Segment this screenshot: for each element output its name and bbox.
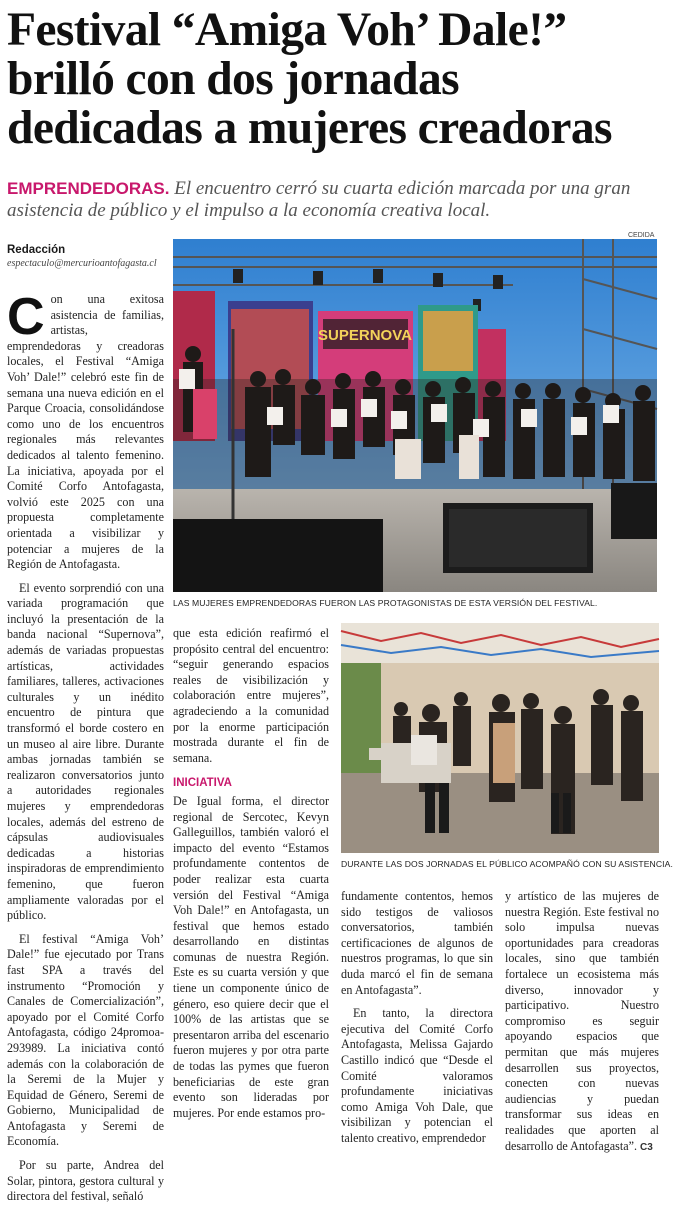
paragraph: Por su parte, Andrea del Solar, pintora, gestora cultural y directora del festival, señaló: [7, 1158, 164, 1204]
headline-line: dedicadas a mujeres creadoras: [7, 102, 612, 154]
photo2-caption: DURANTE LAS DOS JORNADAS EL PÚBLICO ACOMPAÑÓ CON SU ASISTENCIA.: [341, 859, 673, 869]
photo1-caption: LAS MUJERES EMPRENDEDORAS FUERON LAS PROTAGONISTAS DE ESTA VERSIÓN DEL FESTIVAL.: [173, 598, 598, 608]
paragraph: [7, 288, 164, 573]
deck-kicker: EMPRENDEDORAS.: [7, 179, 170, 198]
paragraph-text: on una exitosa asistencia de familias, artistas, emprendedoras y creadoras locales, el Festival “Amiga Voh’ Dale!” celebró este fin de semana una nueva edición en el Parque Croacia, consolidándose como uno de los encuentros regionales más relevantes dedicados al talento femenino. La iniciativa, apoyada por el Comité Corfo Antofagasta, volvió este 2025 con una propuesta completamente orientada a visibilizar y potenciar a mujeres de la Región de Antofagasta.: [7, 292, 164, 572]
paragraph: En tanto, la directora ejecutiva del Comité Corfo Antofagasta, Melissa Gajardo Castillo indicó que “Desde el Comité valoramos profundamente iniciativas como Amiga Voh Dale, que visibilizan y potencian el talento creativo, emprendedor: [341, 1006, 493, 1145]
article-column-3: [341, 889, 493, 1147]
deck-text: El encuentro cerró su cuarta edición marcada por una gran asistencia de público y el impulso a la economía creativa local.: [7, 178, 631, 221]
stage-sign: SUPERNOVA: [318, 327, 412, 344]
headline: [7, 6, 659, 153]
drop-cap: C: [7, 288, 45, 346]
stage-photo: [173, 239, 657, 592]
crowd-photo-illustration: [341, 623, 659, 853]
subhead: INICIATIVA: [173, 777, 232, 790]
byline-email[interactable]: espectaculo@mercurioantofagasta.cl: [7, 258, 157, 269]
end-mark: C3: [640, 1141, 653, 1153]
deck: [7, 178, 659, 222]
paragraph: El evento sorprendió con una variada programación que incluyó la presentación de la banda nacional “Supernova”, además de variadas propuestas artísticas, actividades familiares, talleres, activaciones culturales y un inédito encuentro de pintura que transformó el borde costero en un museo al aire libre. Durante ambas jornadas también se realizaron conversatorios junto a autoridades regionales mujeres y emprendedoras locales, además del estreno de cápsulas audiovisuales dedicadas a historias inspiradoras de emprendimiento femenino, que fueron ampliamente valoradas por el público.: [7, 580, 164, 923]
paragraph: fundamente contentos, hemos sido testigos de valiosos conversatorios, también certificaciones de algunos de nuestros programas, lo que sin duda marcó el fin de semana en Antofagasta”.: [341, 889, 493, 997]
article-column-4: [505, 889, 659, 1155]
byline-name: Redacción: [7, 244, 66, 256]
paragraph: El festival “Amiga Voh’ Dale!” fue ejecutado por Trans fast SPA a través del instrumento “Promoción y Canales de Comercialización”, apoyado por el Comité Corfo Antofagasta, código 24promoa-293989. La iniciativa contó además con la colaboración de la Seremi de la Mujer y Equidad de Género, Seremi de Gobierno, Municipalidad de Antofagasta y Seremi de Economía.: [7, 931, 164, 1149]
paragraph: que esta edición reafirmó el propósito central del encuentro: “seguir generando espacios reales de visibilización y colaboración entre mujeres”, agradeciendo a la comunidad por la enorme participación mostrada durante el fin de semana.: [173, 626, 329, 765]
article-column-2: [173, 626, 329, 1121]
photo-credit: CEDIDA: [628, 232, 655, 239]
byline: [7, 244, 167, 269]
paragraph-text: y artístico de las mujeres de nuestra Región. Este festival no solo impulsa nuevas oportunidades para creadoras locales, sino que también fortalece un ecosistema más diverso, innovador y participativo. Nuestro compromiso es seguir apoyando espacios que permitan que más mujeres desarrollen sus proyectos, conecten con nuevas audiencias y puedan transformar sus ideas en realidades que aporten al desarrollo de Antofagasta”.: [505, 889, 659, 1153]
headline-line: Festival “Amiga Voh’ Dale!”: [7, 4, 567, 56]
paragraph: [505, 889, 659, 1155]
crowd-photo: [341, 623, 659, 853]
paragraph: De Igual forma, el director regional de Sercotec, Kevyn Galleguillos, también valoró el impacto del evento “Estamos profundamente contentos de poder realizar esta cuarta versión del Festival “Amiga Voh Dale!” en Antofagasta, un festival que hemos estado desarrollando en distintas comunas de nuestra Región. Este es su cuarta versión y que tiene un componente único de género, eso quiere decir que el 100% de las artistas que se presentaron arriba del escenario fueron mujeres y por otra parte de todas las pymes que fueron beneficiarias de este gran evento son lideradas por mujeres. Por ende estamos pro-: [173, 793, 329, 1120]
article-column-1: [7, 288, 164, 1205]
headline-line: brilló con dos jornadas: [7, 53, 460, 105]
stage-photo-illustration: [173, 239, 657, 592]
